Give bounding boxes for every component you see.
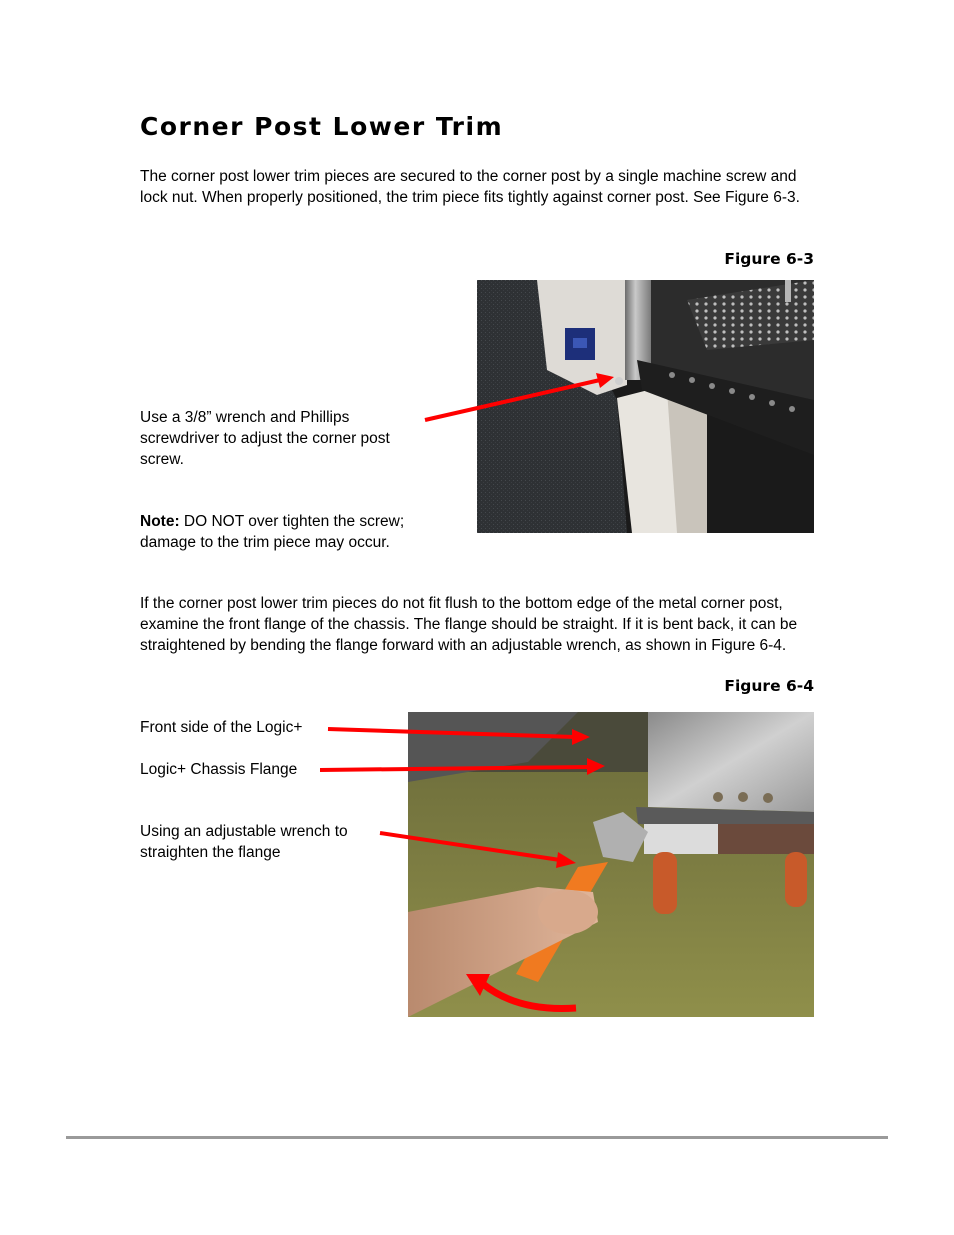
arrow-chassis-flange	[320, 767, 590, 770]
page-title: Corner Post Lower Trim	[140, 112, 504, 141]
figure-6-3-label: Figure 6-3	[724, 250, 814, 268]
figure-6-3-callout: Use a 3/8” wrench and Phillips screwdriver to adjust the corner post screw.	[140, 409, 390, 468]
note-text: DO NOT over tighten the screw; damage to the trim piece may occur.	[140, 513, 405, 551]
callout-chassis-flange: Logic+ Chassis Flange	[140, 761, 298, 778]
callout-front-side: Front side of the Logic+	[140, 719, 303, 736]
callout-adjustable-wrench: Using an adjustable wrench to straighten the flange	[140, 823, 348, 861]
arrow-front-side	[328, 729, 575, 737]
middle-paragraph: If the corner post lower trim pieces do not fit flush to the bottom edge of the metal corner post, examine the front flange of the chassis. The flange should be straight. If it is bent back, it can be straightened by bending the flange forward with an adjustable wrench, as shown in Figure 6-4.	[140, 595, 798, 654]
arrow-wrench	[380, 833, 560, 860]
footer-rule	[66, 1136, 888, 1139]
intro-paragraph: The corner post lower trim pieces are secured to the corner post by a single machine screw and lock nut. When properly positioned, the trim piece fits tightly against corner post. See Figure 6-3.	[140, 168, 800, 206]
figure-6-3-arrow	[420, 370, 620, 430]
note-label: Note:	[140, 513, 180, 530]
figure-6-4-label: Figure 6-4	[724, 677, 814, 695]
figure-6-4-arrows	[320, 715, 620, 875]
figure-6-3-note	[140, 511, 450, 553]
